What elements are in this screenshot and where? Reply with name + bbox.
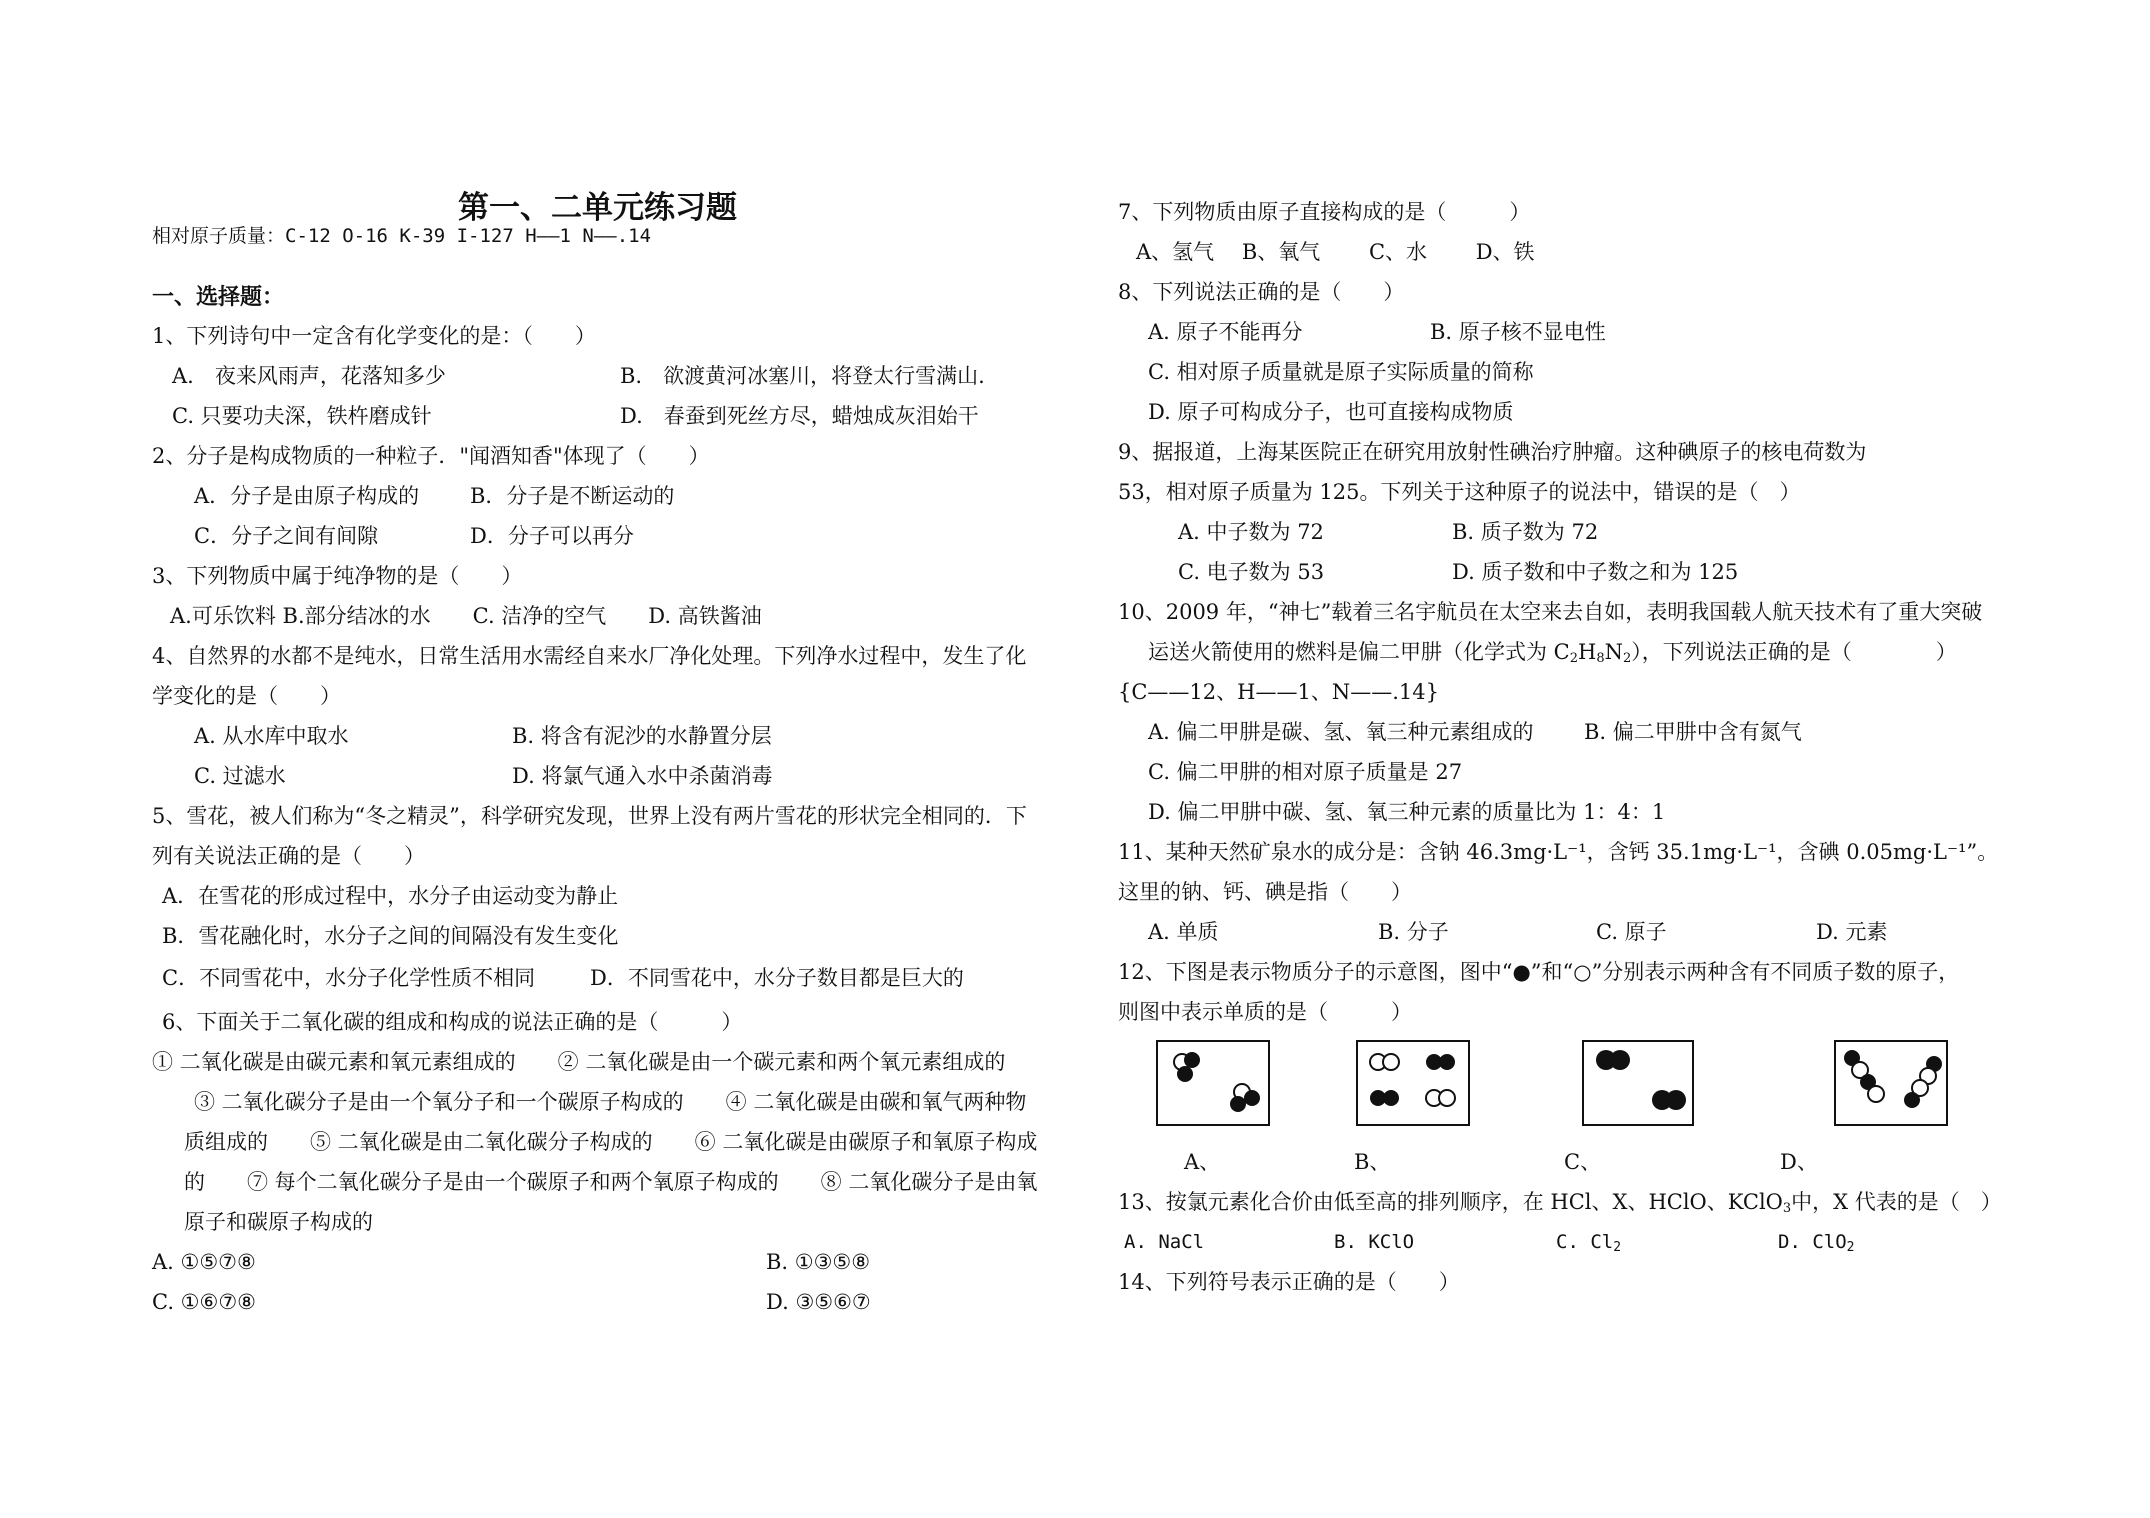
q11-option-c: C. 原子: [1596, 920, 1667, 944]
q10-formula-h: H: [1578, 640, 1597, 664]
q13-option-d: [1778, 1228, 1854, 1262]
diagram-c-label: C、: [1564, 1150, 1602, 1174]
q1-stem: 1、下列诗句中一定含有化学变化的是：（ ）: [152, 324, 596, 348]
q13-sub: 3: [1782, 1201, 1792, 1216]
q1-option-d: D. 春蚕到死丝方尽，蜡烛成灰泪始干: [620, 404, 979, 428]
molecule-diagram-d: [1834, 1040, 1948, 1126]
q6-line2: ③ 二氧化碳分子是由一个氧分子和一个碳原子构成的 ④ 二氧化碳是由碳和氧气两种物: [194, 1090, 1027, 1114]
page-title: 第一、二单元练习题: [458, 190, 737, 226]
q8-option-d: D. 原子可构成分子，也可直接构成物质: [1148, 400, 1514, 424]
q4-option-c: C. 过滤水: [194, 764, 286, 788]
q10-stem-line3: {C——12、H——1、N——.14}: [1118, 680, 1439, 704]
q7-options: A、氢气 B、氧气 C、水 D、铁: [1136, 240, 1535, 264]
q2-option-b: B．分子是不断运动的: [470, 484, 675, 508]
q1-option-a: A. 夜来风雨声，花落知多少: [172, 364, 446, 388]
q10-option-d: D. 偏二甲肼中碳、氢、氧三种元素的质量比为 1：4：1: [1148, 800, 1666, 824]
q8-option-c: C. 相对原子质量就是原子实际质量的简称: [1148, 360, 1534, 384]
q11-option-a: A. 单质: [1148, 920, 1219, 944]
q5-option-b: B．雪花融化时，水分子之间的间隔没有发生变化: [162, 924, 619, 948]
q11-stem-line2: 这里的钠、钙、碘是指（ ）: [1118, 880, 1412, 904]
section-heading: 一、选择题：: [152, 285, 285, 310]
q3-options: A.可乐饮料 B.部分结冰的水 C. 洁净的空气 D. 高铁酱油: [170, 604, 762, 628]
q13-option-c-text: C. Cl: [1556, 1231, 1614, 1253]
q1-option-b: B. 欲渡黄河冰塞川，将登太行雪满山.: [620, 364, 985, 388]
q10-stem-post: ），下列说法正确的是（ ）: [1631, 640, 1957, 664]
q2-option-d: D．分子可以再分: [470, 524, 634, 548]
q8-stem: 8、下列说法正确的是（ ）: [1118, 280, 1405, 304]
atomic-masses: 相对原子质量：C-12 O-16 K-39 I-127 H——1 N——.14: [152, 225, 652, 247]
q10-formula-n: N: [1604, 640, 1624, 664]
q9-option-c: C. 电子数为 53: [1178, 560, 1325, 584]
q6-line4: 的 ⑦ 每个二氧化碳分子是由一个碳原子和两个氧原子构成的 ⑧ 二氧化碳分子是由氧: [184, 1170, 1038, 1194]
q11-option-b: B. 分子: [1378, 920, 1449, 944]
q4-stem-line2: 学变化的是（ ）: [152, 684, 341, 708]
q11-option-d: D. 元素: [1816, 920, 1888, 944]
q10-formula-h-sub: 8: [1596, 651, 1605, 666]
q13-stem-post: 中，X 代表的是（ ）: [1791, 1190, 2002, 1214]
q6-option-b: B. ①③⑤⑧: [766, 1250, 871, 1274]
q9-stem-line2: 53，相对原子质量为 125。下列关于这种原子的说法中，错误的是（ ）: [1118, 480, 1801, 504]
q13-option-a: A. NaCl: [1124, 1231, 1205, 1253]
q12-stem-line2: 则图中表示单质的是（ ）: [1118, 1000, 1412, 1024]
q10-stem-line1: 10、2009 年，“神七”载着三名宇航员在太空来去自如，表明我国载人航天技术有了重大突破: [1118, 600, 1983, 624]
q9-option-d: D. 质子数和中子数之和为 125: [1452, 560, 1739, 584]
q4-option-a: A. 从水库中取水: [194, 724, 349, 748]
diagram-a-label: A、: [1184, 1150, 1221, 1174]
q2-stem: 2、分子是构成物质的一种粒子．"闻酒知香"体现了（ ）: [152, 444, 710, 468]
q13-option-d-text: D. ClO: [1778, 1231, 1847, 1253]
q5-option-a: A．在雪花的形成过程中，水分子由运动变为静止: [162, 884, 619, 908]
q10-formula-c-sub: 2: [1569, 651, 1579, 666]
q6-line5: 原子和碳原子构成的: [184, 1210, 373, 1234]
q2-option-a: A．分子是由原子构成的: [194, 484, 420, 508]
molecule-diagram-a: [1156, 1040, 1270, 1126]
q4-option-b: B. 将含有泥沙的水静置分层: [512, 724, 772, 748]
diagram-d-label: D、: [1780, 1150, 1818, 1174]
q8-option-b: B. 原子核不显电性: [1430, 320, 1606, 344]
q13-option-c: [1556, 1228, 1621, 1262]
q4-option-d: D. 将氯气通入水中杀菌消毒: [512, 764, 773, 788]
q5-option-c: C．不同雪花中，水分子化学性质不相同: [162, 966, 536, 990]
molecule-diagram-c: [1582, 1040, 1694, 1126]
q10-option-c: C. 偏二甲肼的相对原子质量是 27: [1148, 760, 1463, 784]
q6-option-c: C. ①⑥⑦⑧: [152, 1290, 256, 1314]
q6-option-d: D. ③⑤⑥⑦: [766, 1290, 871, 1314]
q10-option-b: B. 偏二甲肼中含有氮气: [1584, 720, 1802, 744]
q13-option-b: B. KClO: [1334, 1231, 1415, 1253]
q6-line1: ① 二氧化碳是由碳元素和氧元素组成的 ② 二氧化碳是由一个碳元素和两个氧元素组成的: [152, 1050, 1006, 1074]
q2-option-c: C．分子之间有间隙: [194, 524, 379, 548]
q6-stem: 6、下面关于二氧化碳的组成和构成的说法正确的是（ ）: [162, 1010, 743, 1034]
q13-option-c-sub: 2: [1613, 1240, 1622, 1255]
q13-option-d-sub: 2: [1846, 1240, 1855, 1255]
q10-formula-n-sub: 2: [1623, 651, 1632, 666]
q1-option-c: C. 只要功夫深，铁杵磨成针: [172, 404, 432, 428]
q5-stem-line2: 列有关说法正确的是（ ）: [152, 844, 425, 868]
q14-stem: 14、下列符号表示正确的是（ ）: [1118, 1270, 1460, 1294]
q10-stem-line2: [1148, 638, 1957, 673]
q11-stem-line1: 11、某种天然矿泉水的成分是：含钠 46.3mg·L⁻¹，含钙 35.1mg·L⁻¹，含碘 0.05mg·L⁻¹”。: [1118, 840, 1999, 864]
q3-stem: 3、下列物质中属于纯净物的是（ ）: [152, 564, 523, 588]
q13-stem: [1118, 1188, 2002, 1223]
q6-line3: 质组成的 ⑤ 二氧化碳是由二氧化碳分子构成的 ⑥ 二氧化碳是由碳原子和氧原子构成: [184, 1130, 1038, 1154]
q5-stem-line1: 5、雪花，被人们称为“冬之精灵”，科学研究发现，世界上没有两片雪花的形状完全相同的．下: [152, 804, 1027, 828]
q7-stem: 7、下列物质由原子直接构成的是（ ）: [1118, 200, 1531, 224]
q10-stem-pre: 运送火箭使用的燃料是偏二甲肼（化学式为 C: [1148, 640, 1570, 664]
q6-option-a: A. ①⑤⑦⑧: [152, 1250, 256, 1274]
q12-stem-line1: 12、下图是表示物质分子的示意图，图中“●”和“○”分别表示两种含有不同质子数的原子，: [1118, 960, 1960, 984]
q9-stem-line1: 9、据报道，上海某医院正在研究用放射性碘治疗肿瘤。这种碘原子的核电荷数为: [1118, 440, 1867, 464]
q9-option-b: B. 质子数为 72: [1452, 520, 1599, 544]
q5-option-d: D．不同雪花中，水分子数目都是巨大的: [590, 966, 964, 990]
molecule-diagram-b: [1356, 1040, 1470, 1126]
q4-stem-line1: 4、自然界的水都不是纯水，日常生活用水需经自来水厂净化处理。下列净水过程中，发生了化: [152, 644, 1027, 668]
q10-option-a: A. 偏二甲肼是碳、氢、氧三种元素组成的: [1148, 720, 1534, 744]
diagram-b-label: B、: [1354, 1150, 1391, 1174]
q13-stem-pre: 13、按氯元素化合价由低至高的排列顺序，在 HCl、X、HClO、KClO: [1118, 1190, 1783, 1214]
q8-option-a: A. 原子不能再分: [1148, 320, 1303, 344]
q9-option-a: A. 中子数为 72: [1178, 520, 1324, 544]
